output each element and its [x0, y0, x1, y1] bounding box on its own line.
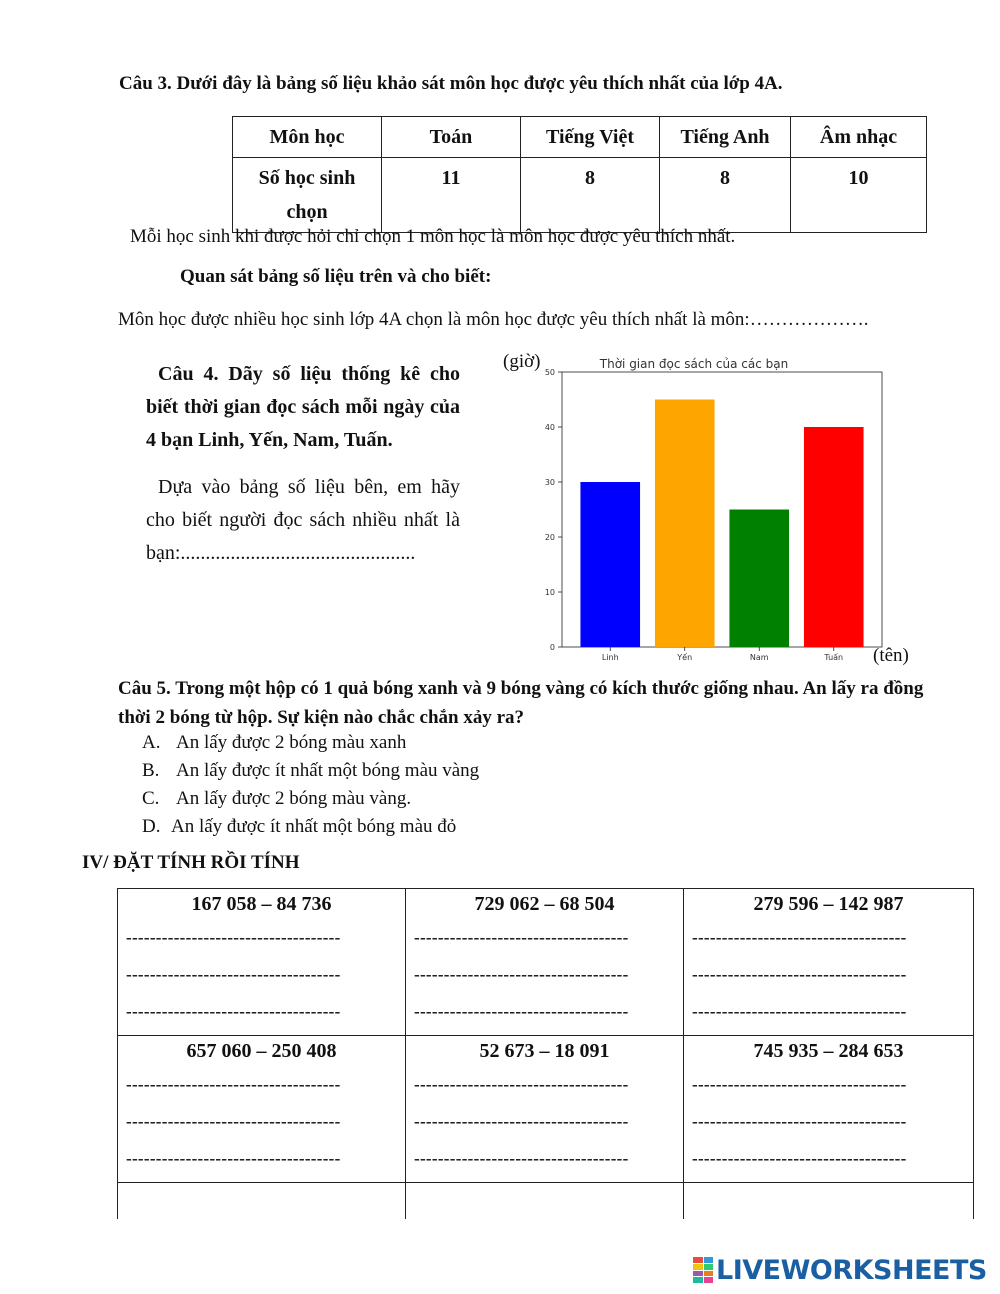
- calc-cell: [118, 1183, 406, 1220]
- calc-table: [117, 888, 974, 1219]
- q3-title: Câu 3. Dưới đây là bảng số liệu khảo sát môn học được yêu thích nhất của lớp 4A.: [119, 73, 783, 94]
- calc-cell: [118, 1036, 406, 1183]
- calc-cell: [406, 1183, 684, 1220]
- answer-line[interactable]: ------------------------------------: [414, 965, 629, 984]
- chart-bars: [580, 400, 863, 648]
- survey-row-label-line1: Số học sinh: [258, 167, 356, 189]
- reading-time-chart: [500, 345, 920, 670]
- answer-line[interactable]: ------------------------------------: [414, 1075, 629, 1094]
- chart-x-label: (tên): [873, 645, 909, 666]
- calc-expression: 745 935 – 284 653: [753, 1040, 904, 1062]
- x-tick-label: Nam: [749, 653, 769, 662]
- liveworksheets-logo-icon: [693, 1257, 713, 1283]
- bar-Yến: [655, 400, 715, 648]
- survey-header-cell: Toán: [382, 117, 521, 158]
- calc-cell: [684, 889, 974, 1036]
- calc-expression: 729 062 – 68 504: [474, 893, 615, 915]
- q3-instruction: Quan sát bảng số liệu trên và cho biết:: [180, 266, 492, 287]
- bar-Linh: [580, 482, 640, 647]
- option-letter: A.: [142, 732, 161, 753]
- x-tick-label: Linh: [601, 653, 619, 662]
- q5-option-d[interactable]: [142, 813, 479, 841]
- answer-line[interactable]: ------------------------------------: [692, 1149, 907, 1168]
- calc-row: [118, 1036, 974, 1183]
- option-letter: B.: [142, 760, 160, 781]
- option-text: An lấy được 2 bóng màu vàng.: [176, 788, 412, 809]
- answer-line[interactable]: ------------------------------------: [126, 965, 341, 984]
- answer-line[interactable]: ------------------------------------: [126, 928, 341, 947]
- survey-header-cell: Âm nhạc: [791, 117, 927, 158]
- x-tick-label: Yến: [677, 653, 693, 662]
- calc-row-empty: [118, 1183, 974, 1220]
- y-tick-label: 40: [544, 423, 555, 432]
- calc-cell: [406, 1036, 684, 1183]
- calc-expression: 657 060 – 250 408: [186, 1040, 337, 1062]
- y-tick-label: 0: [549, 643, 555, 652]
- answer-line[interactable]: ------------------------------------: [692, 965, 907, 984]
- calc-expression: 167 058 – 84 736: [191, 893, 332, 915]
- answer-line[interactable]: ------------------------------------: [692, 928, 907, 947]
- option-letter: C.: [142, 788, 160, 809]
- y-tick-label: 20: [544, 533, 555, 542]
- survey-header-cell: Tiếng Anh: [660, 117, 791, 158]
- bar-Tuấn: [804, 427, 864, 647]
- answer-line[interactable]: ------------------------------------: [692, 1075, 907, 1094]
- survey-value-cell: 10: [791, 158, 927, 233]
- answer-line[interactable]: ------------------------------------: [414, 1002, 629, 1021]
- survey-value-cell: 8: [521, 158, 660, 233]
- answer-line[interactable]: ------------------------------------: [692, 1112, 907, 1131]
- answer-line[interactable]: ------------------------------------: [126, 1002, 341, 1021]
- calc-expression: 279 596 – 142 987: [753, 893, 904, 915]
- survey-header-cell: Môn học: [233, 117, 382, 158]
- survey-value-cell: 8: [660, 158, 791, 233]
- bar-Nam: [729, 510, 789, 648]
- answer-line[interactable]: ------------------------------------: [126, 1075, 341, 1094]
- q3-question: Môn học được nhiều học sinh lớp 4A chọn là môn học được yêu thích nhất là môn:……………….: [118, 309, 869, 330]
- q3-note: Mỗi học sinh khi được hỏi chỉ chọn 1 môn học là môn học được yêu thích nhất.: [130, 226, 736, 247]
- answer-line[interactable]: ------------------------------------: [414, 928, 629, 947]
- q4-body: Dựa vào bảng số liệu bên, em hãy cho biết người đọc sách nhiều nhất là bạn:...............................................: [146, 476, 460, 564]
- chart-y-ticks: [545, 368, 562, 652]
- q5-title: Câu 5. Trong một hộp có 1 quả bóng xanh và 9 bóng vàng có kích thước giống nhau. An lấy ra đồng thời 2 bóng từ hộp. Sự kiện nào chắc chắn xảy ra?: [118, 678, 924, 728]
- survey-table: [232, 116, 927, 233]
- x-tick-label: Tuấn: [824, 653, 844, 662]
- calc-row: [118, 889, 974, 1036]
- survey-row-label-line2: chọn: [286, 201, 328, 223]
- calc-cell: [684, 1183, 974, 1220]
- liveworksheets-logo: [693, 1254, 987, 1286]
- q5-option-a[interactable]: [142, 729, 479, 757]
- survey-row-label: [233, 158, 382, 233]
- survey-header-row: [233, 117, 927, 158]
- option-text: An lấy được 2 bóng màu xanh: [176, 732, 407, 753]
- answer-line[interactable]: ------------------------------------: [692, 1002, 907, 1021]
- q5-option-b[interactable]: [142, 757, 479, 785]
- survey-values-row: [233, 158, 927, 233]
- q4-title: Câu 4. Dãy số liệu thống kê cho biết thời gian đọc sách mỗi ngày của 4 bạn Linh, Yến, Nam, Tuấn.: [146, 363, 460, 451]
- chart-x-ticks: [602, 647, 843, 662]
- chart-y-label: (giờ): [503, 351, 541, 372]
- y-tick-label: 10: [544, 588, 555, 597]
- calc-expression: 52 673 – 18 091: [479, 1040, 610, 1062]
- answer-line[interactable]: ------------------------------------: [414, 1112, 629, 1131]
- liveworksheets-logo-text: LIVEWORKSHEETS: [716, 1254, 987, 1286]
- q5-options: [142, 729, 479, 841]
- chart-title: Thời gian đọc sách của các bạn: [599, 357, 789, 371]
- option-text: An lấy được ít nhất một bóng màu đỏ: [171, 816, 457, 837]
- y-tick-label: 30: [544, 478, 555, 487]
- q5-option-c[interactable]: [142, 785, 479, 813]
- survey-header-cell: Tiếng Việt: [521, 117, 660, 158]
- y-tick-label: 50: [544, 368, 555, 377]
- option-text: An lấy được ít nhất một bóng màu vàng: [176, 760, 480, 781]
- calc-cell: [684, 1036, 974, 1183]
- calc-cell: [406, 889, 684, 1036]
- survey-value-cell: 11: [382, 158, 521, 233]
- answer-line[interactable]: ------------------------------------: [126, 1149, 341, 1168]
- answer-line[interactable]: ------------------------------------: [414, 1149, 629, 1168]
- calc-cell: [118, 889, 406, 1036]
- answer-line[interactable]: ------------------------------------: [126, 1112, 341, 1131]
- section4-title: IV/ ĐẶT TÍNH RỒI TÍNH: [82, 852, 300, 873]
- option-letter: D.: [142, 816, 161, 837]
